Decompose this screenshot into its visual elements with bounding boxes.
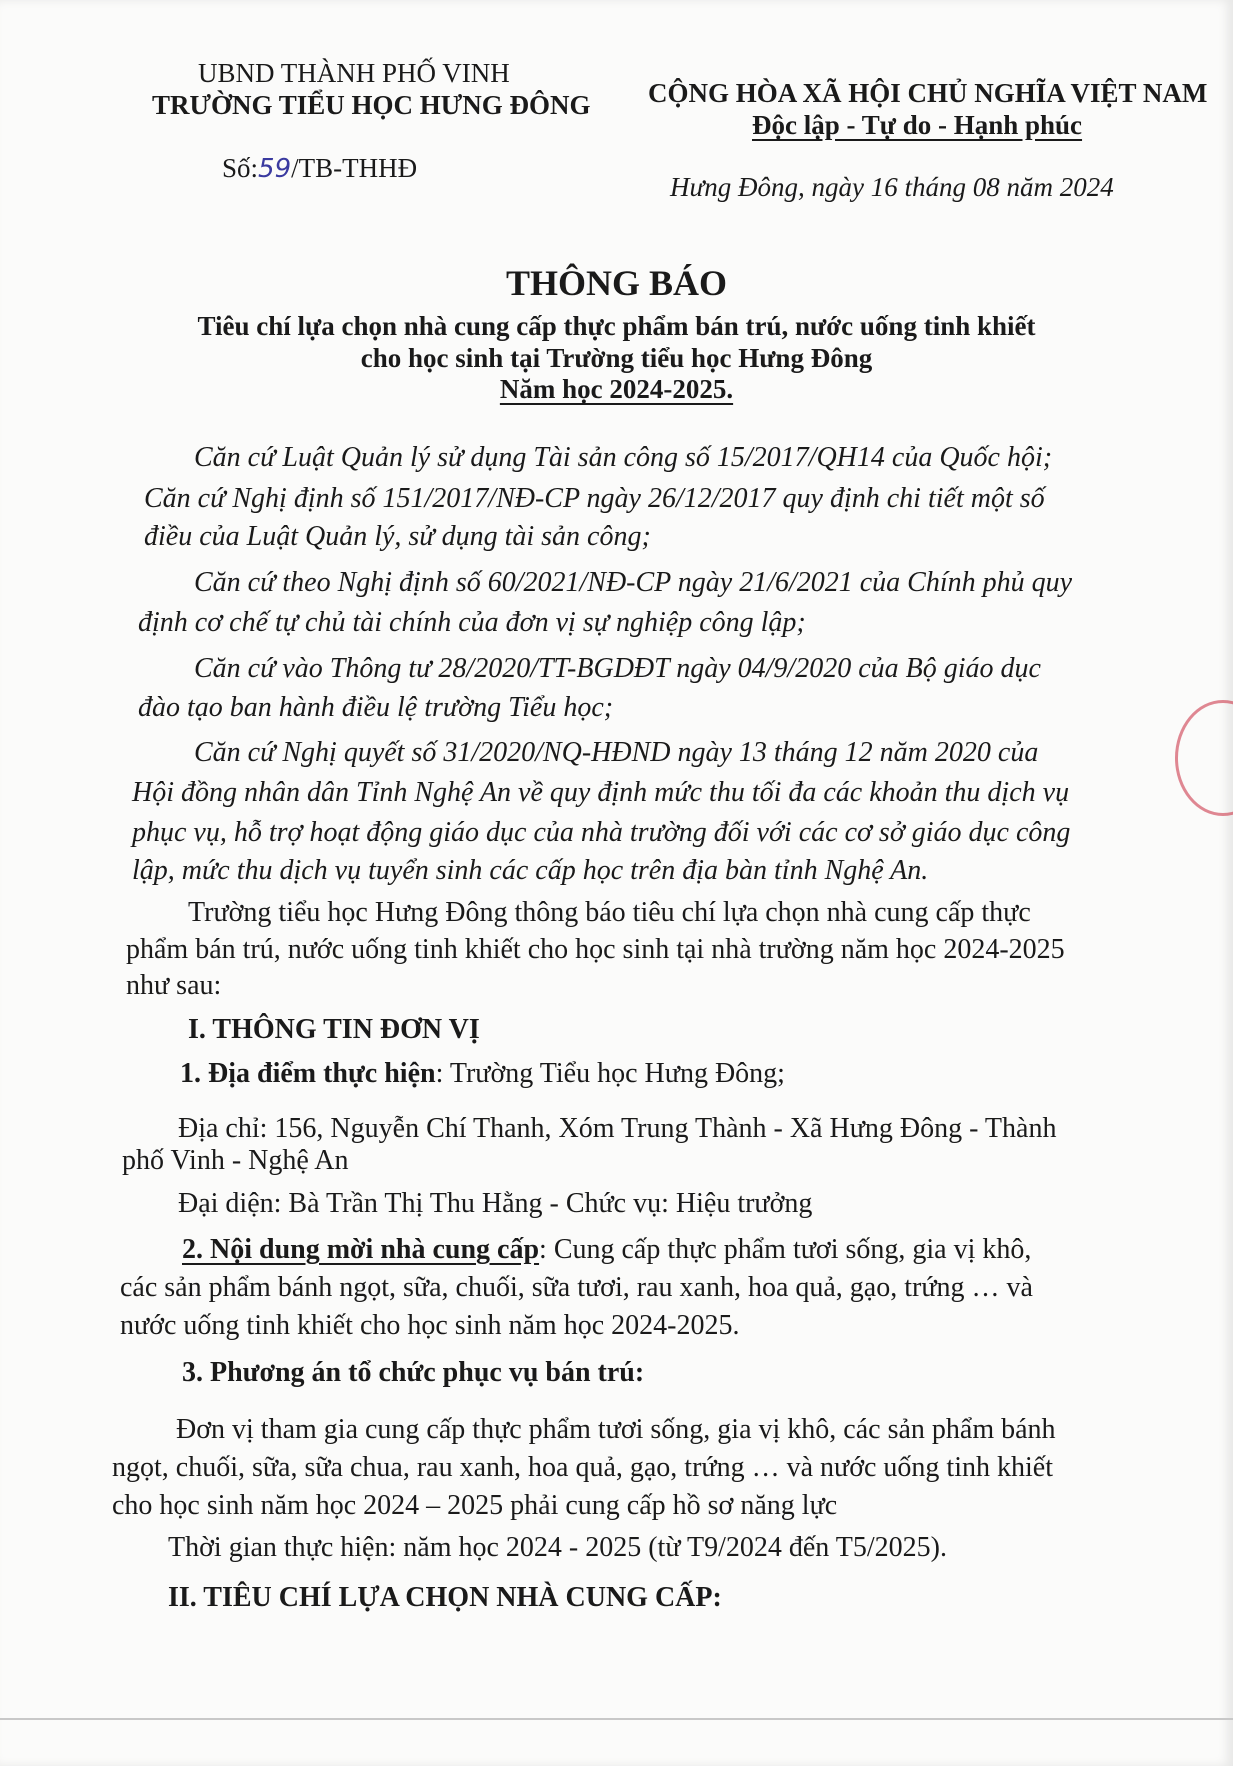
address-line-1: Địa chỉ: 156, Nguyễn Chí Thanh, Xóm Trung Thành - Xã Hưng Đông - Thành <box>178 1113 1057 1144</box>
document-number <box>222 153 417 184</box>
item-1-location <box>180 1058 785 1090</box>
implementation-time: Thời gian thực hiện: năm học 2024 - 2025 (từ T9/2024 đến T5/2025). <box>168 1532 948 1563</box>
representative: Đại diện: Bà Trần Thị Thu Hằng - Chức vụ: Hiệu trưởng <box>178 1188 813 1219</box>
item-2-label: 2. Nội dung mời nhà cung cấp <box>182 1234 540 1265</box>
section-2-heading: II. TIÊU CHÍ LỰA CHỌN NHÀ CUNG CẤP: <box>168 1582 722 1613</box>
place-date: Hưng Đông, ngày 16 tháng 08 năm 2024 <box>670 172 1114 202</box>
stamp-edge-mark <box>1175 700 1233 816</box>
basis-2-line-1: Căn cứ theo Nghị định số 60/2021/NĐ-CP ngày 21/6/2021 của Chính phủ quy <box>194 567 1073 598</box>
basis-1-line-3: điều của Luật Quản lý, sử dụng tài sản công; <box>144 521 651 552</box>
nation-title: CỘNG HÒA XÃ HỘI CHỦ NGHĨA VIỆT NAM <box>648 78 1208 108</box>
basis-4-line-1: Căn cứ Nghị quyết số 31/2020/NQ-HĐND ngày 13 tháng 12 năm 2020 của <box>194 737 1039 768</box>
intro-line-2: phẩm bán trú, nước uống tinh khiết cho học sinh tại nhà trường năm học 2024-2025 <box>126 934 1065 965</box>
doc-no-handwritten: 59 <box>258 154 292 184</box>
item-2-text: : Cung cấp thực phẩm tươi sống, gia vị khô, <box>539 1234 1032 1265</box>
basis-2-line-2: định cơ chế tự chủ tài chính của đơn vị sự nghiệp công lập; <box>138 607 806 638</box>
page-bottom-edge <box>0 1718 1233 1720</box>
basis-4-line-3: phục vụ, hỗ trợ hoạt động giáo dục của nhà trường đối với các cơ sở giáo dục công <box>132 817 1071 848</box>
basis-1-line-2: Căn cứ Nghị định số 151/2017/NĐ-CP ngày 26/12/2017 quy định chi tiết một số <box>144 483 1045 514</box>
basis-4-line-2: Hội đồng nhân dân Tỉnh Nghệ An về quy định mức thu tối đa các khoản thu dịch vụ <box>132 777 1070 808</box>
notice-subtitle-1: Tiêu chí lựa chọn nhà cung cấp thực phẩm bán trú, nước uống tinh khiết <box>197 311 1036 341</box>
org-line-1: UBND THÀNH PHỐ VINH <box>198 58 510 88</box>
intro-line-3: như sau: <box>126 970 222 1001</box>
item-2-line-2: các sản phẩm bánh ngọt, sữa, chuối, sữa tươi, rau xanh, hoa quả, gạo, trứng … và <box>120 1272 1033 1303</box>
intro-line-1: Trường tiểu học Hưng Đông thông báo tiêu chí lựa chọn nhà cung cấp thực <box>188 897 1031 928</box>
org-line-2: TRƯỜNG TIỂU HỌC HƯNG ĐÔNG <box>152 90 591 120</box>
basis-1-line-1: Căn cứ Luật Quản lý sử dụng Tài sản công số 15/2017/QH14 của Quốc hội; <box>194 442 1053 473</box>
doc-no-suffix: /TB-THHĐ <box>291 153 418 183</box>
item-3-line-3: cho học sinh năm học 2024 – 2025 phải cung cấp hồ sơ năng lực <box>112 1490 838 1521</box>
basis-3-line-1: Căn cứ vào Thông tư 28/2020/TT-BGDĐT ngày 04/9/2020 của Bộ giáo dục <box>194 653 1041 684</box>
doc-no-prefix: Số: <box>222 153 259 183</box>
address-line-2: phố Vinh - Nghệ An <box>122 1145 349 1176</box>
basis-3-line-2: đào tạo ban hành điều lệ trường Tiểu học; <box>138 692 614 723</box>
item-2-content <box>182 1234 1031 1266</box>
item-3-line-2: ngọt, chuối, sữa, sữa chua, rau xanh, hoa quả, gạo, trứng … và nước uống tinh khiết <box>112 1452 1053 1483</box>
notice-subtitle-2: cho học sinh tại Trường tiểu học Hưng Đông <box>360 343 873 373</box>
item-3-line-1: Đơn vị tham gia cung cấp thực phẩm tươi sống, gia vị khô, các sản phẩm bánh <box>176 1414 1056 1445</box>
motto: Độc lập - Tự do - Hạnh phúc <box>752 110 1083 140</box>
section-1-heading: I. THÔNG TIN ĐƠN VỊ <box>188 1014 480 1045</box>
basis-4-line-4: lập, mức thu dịch vụ tuyển sinh các cấp học trên địa bàn tỉnh Nghệ An. <box>132 855 929 886</box>
item-2-line-3: nước uống tinh khiết cho học sinh năm học 2024-2025. <box>120 1310 740 1341</box>
item-1-text: : Trường Tiểu học Hưng Đông; <box>435 1058 785 1089</box>
item-3-label: 3. Phương án tổ chức phục vụ bán trú: <box>182 1357 645 1388</box>
notice-title: THÔNG BÁO <box>505 263 728 303</box>
item-1-label: 1. Địa điểm thực hiện <box>180 1058 436 1089</box>
notice-school-year: Năm học 2024-2025. <box>499 374 734 404</box>
